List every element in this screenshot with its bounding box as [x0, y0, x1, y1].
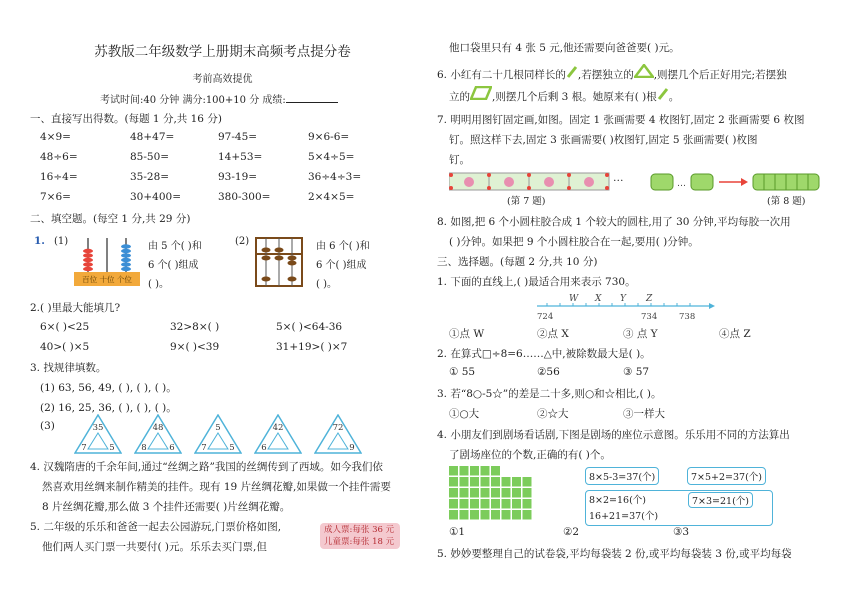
- q6-text-f: 。: [668, 91, 680, 103]
- number-triangle: [254, 414, 302, 454]
- seat: [460, 499, 469, 509]
- s3-q2-option[interactable]: ① 55: [449, 366, 476, 378]
- seat: [460, 510, 469, 520]
- s3-q4-option[interactable]: ②2: [563, 526, 580, 538]
- s3-q3-option[interactable]: ①○大: [449, 408, 480, 420]
- q2-item: 31+19>( )×7: [276, 341, 348, 353]
- q6-text-c: ,则摆几个后正好用完;若摆独: [653, 69, 787, 81]
- seat: [491, 510, 500, 520]
- triangle-left-number: 7: [81, 443, 87, 453]
- q5-line-2: 他们两人买门票一共要付( )元。乐乐去买门票,但: [42, 541, 267, 553]
- q1-part2-line-c: ( )。: [316, 279, 337, 290]
- triangle-left-number: 6: [261, 443, 267, 453]
- s3-q5-text: 5. 妙妙要整理自己的试卷袋,平均每袋装 2 份,或平均每袋装 3 份,或平均每袋: [437, 548, 792, 560]
- method-line: 7×3=21(个): [688, 492, 753, 508]
- s3-q3-option[interactable]: ③一样大: [623, 408, 665, 420]
- svg-text:…: …: [677, 179, 686, 189]
- triangle-top-number: 48: [152, 423, 164, 433]
- child-ticket-price: 儿童票:每张 18 元: [324, 537, 395, 547]
- q1-part1-line-a: 由 5 个( )和: [148, 241, 202, 252]
- triangle-inner: [328, 433, 348, 449]
- cylinders-icon: [649, 171, 824, 193]
- number-triangle: [74, 414, 122, 454]
- seat: [481, 488, 490, 498]
- s3-q4-line-1: 4. 小朋友们到剧场看话剧,下图是剧场的座位示意图。乐乐用不同的方法算出: [437, 429, 790, 441]
- q4-line-3: 8 片丝绸花瓣,那么做 3 个挂件还需要( )片丝绸花瓣。: [42, 501, 291, 513]
- method-box-group: [585, 490, 773, 526]
- seat: [512, 499, 521, 509]
- triangle-top-number: 5: [215, 423, 221, 433]
- tick-label: 724: [537, 312, 554, 322]
- adult-ticket-price: 成人票:每张 36 元: [324, 525, 395, 535]
- s3-q3-option[interactable]: ②☆大: [537, 408, 569, 420]
- calc-item: 35-28=: [130, 171, 170, 183]
- q7-caption: (第 7 题): [507, 196, 546, 207]
- triangle-inner: [148, 433, 168, 449]
- seat: [449, 477, 458, 487]
- stick-icon: [566, 66, 578, 78]
- s3-q2-option[interactable]: ②56: [537, 366, 560, 378]
- s3-q2-text: 2. 在算式□÷8=6……△中,被除数最大是( )。: [437, 348, 651, 360]
- seat: [470, 499, 479, 509]
- number-triangles: [74, 414, 374, 456]
- section-3-title: 三、选择题。(每题 2 分,共 10 分): [437, 256, 598, 268]
- seat: [460, 477, 469, 487]
- calc-item: 97-45=: [218, 131, 258, 143]
- q2-item: 32>8×( ): [170, 321, 220, 333]
- q2-item: 6×( )<25: [40, 321, 90, 333]
- seat: [512, 488, 521, 498]
- s3-q1-option[interactable]: ④点 Z: [719, 328, 751, 340]
- q3-line-1: (1) 63, 56, 49, ( ), ( ), ( )。: [40, 382, 177, 394]
- method-box: 8×5-3=37(个): [585, 467, 659, 485]
- seat: [481, 477, 490, 487]
- q3-line-2: (2) 16, 25, 36, ( ), ( ), ( )。: [40, 402, 177, 414]
- triangle-right-number: 5: [229, 443, 235, 453]
- section-2-title: 二、填空题。(每空 1 分,共 29 分): [30, 213, 191, 225]
- q1-part1-line-c: ( )。: [148, 279, 169, 290]
- score-blank[interactable]: [286, 92, 338, 103]
- seat: [502, 477, 511, 487]
- calc-item: 36÷4÷3=: [308, 171, 362, 183]
- calc-item: 9×6-6=: [308, 131, 350, 143]
- calc-item: 48+47=: [130, 131, 175, 143]
- q1-part2-label: (2): [235, 236, 250, 247]
- q7-ellipsis: …: [613, 172, 624, 184]
- abacus-2-icon: [254, 234, 304, 290]
- ticket-price-sign: [320, 523, 400, 549]
- q1-part1-label: (1): [54, 236, 69, 247]
- s3-q4-option[interactable]: ③3: [673, 526, 690, 538]
- q7-line-3: 钉。: [449, 154, 470, 166]
- s3-q4-option[interactable]: ①1: [449, 526, 466, 538]
- q6-line-2: [449, 86, 679, 104]
- section-1-grid: [40, 131, 410, 211]
- q4-line-1: 4. 汉魏隋唐的千余年间,通过“丝绸之路”我国的丝绸传到了西域。如今我们依: [30, 461, 383, 473]
- calc-item: 4×9=: [40, 131, 71, 143]
- q6-text-a: 6. 小红有二十几根同样长的: [437, 69, 566, 81]
- seat: [470, 477, 479, 487]
- q1-part2-line-a: 由 6 个( )和: [316, 241, 370, 252]
- q5-continued: 他口袋里只有 4 张 5 元,他还需要向爸爸要( )元。: [449, 42, 680, 54]
- calc-item: 14+53=: [218, 151, 263, 163]
- triangle-top-number: 42: [272, 423, 284, 433]
- q2-text: 2.( )里最大能填几?: [30, 302, 121, 314]
- s3-q3-text: 3. 若“8○-5☆”的差是二十多,则○和☆相比,( )。: [437, 388, 662, 400]
- q2-item: 5×( )<64-36: [276, 321, 343, 333]
- calc-item: 48÷6=: [40, 151, 78, 163]
- left-column: [30, 0, 415, 608]
- seat: [470, 466, 479, 476]
- number-triangle: [314, 414, 362, 454]
- calc-item: 85-50=: [130, 151, 170, 163]
- q1-number: 1.: [34, 235, 45, 247]
- q6-text-b: ,若摆独立的: [577, 69, 634, 81]
- seat: [512, 510, 521, 520]
- q8-line-1: 8. 如图,把 6 个小圆柱胶合成 1 个较大的圆柱,用了 30 分钟,平均每胶一次用: [437, 216, 791, 228]
- calc-item: 30+400=: [130, 191, 181, 203]
- number-triangle: [134, 414, 182, 454]
- triangle-right-number: 9: [349, 443, 355, 453]
- method-box: 7×5+2=37(个): [687, 467, 766, 485]
- seat: [491, 477, 500, 487]
- parallelogram-stick-icon: [470, 86, 492, 100]
- q6-line-1: [437, 64, 787, 82]
- triangle-top-number: 35: [92, 423, 104, 433]
- triangle-inner: [208, 433, 228, 449]
- method-line: 16+21=37(个): [589, 511, 659, 522]
- abacus-place-label: 百位 十位 个位: [82, 275, 132, 284]
- method-line: 8×2=16(个): [589, 495, 647, 506]
- triangle-right-number: 6: [169, 443, 175, 453]
- seat-grid-icon: [449, 466, 539, 522]
- seat: [470, 510, 479, 520]
- section-1-title: 一、直接写出得数。(每题 1 分,共 16 分): [30, 113, 222, 125]
- seat: [481, 499, 490, 509]
- point-w-label: W: [569, 294, 579, 304]
- q5-line-1: 5. 二年级的乐乐和爸爸一起去公园游玩,门票价格如图,: [30, 521, 282, 533]
- number-triangle: [194, 414, 242, 454]
- s3-q4-line-2: 了剧场座位的个数,正确的有( )个。: [449, 449, 611, 461]
- q6-text-d: 立的: [449, 91, 470, 103]
- stick-icon: [657, 88, 669, 100]
- s3-q1-text: 1. 下面的直线上,( )最适合用来表示 730。: [437, 276, 636, 288]
- triangle-left-number: 7: [201, 443, 207, 453]
- seat: [460, 488, 469, 498]
- point-x-label: X: [595, 294, 602, 304]
- seat: [460, 466, 469, 476]
- seat: [491, 499, 500, 509]
- triangle-top-number: 72: [332, 423, 344, 433]
- q7-line-2: 钉。照这样下去,固定 3 张画需要( )枚图钉,固定 5 张画需要( )枚图: [449, 134, 758, 146]
- calc-item: 16÷4=: [40, 171, 78, 183]
- exam-info-text: 考试时间:40 分钟 满分:100+10 分 成绩:: [100, 95, 286, 106]
- q1-part1-line-b: 6 个( )组成: [148, 260, 199, 271]
- seat: [491, 488, 500, 498]
- seat: [449, 466, 458, 476]
- triangle-inner: [268, 433, 288, 449]
- seat: [512, 477, 521, 487]
- seat: [449, 488, 458, 498]
- s3-q1-option[interactable]: ①点 W: [449, 328, 485, 340]
- s3-q1-option[interactable]: ②点 X: [537, 328, 569, 340]
- seat: [523, 499, 532, 509]
- page-title: 苏教版二年级数学上册期末高频考点提分卷: [94, 44, 351, 60]
- s3-q2-option[interactable]: ③ 57: [623, 366, 650, 378]
- triangle-stick-icon: [634, 64, 654, 78]
- seat: [523, 510, 532, 520]
- q8-caption: (第 8 题): [767, 196, 806, 207]
- q3-text: 3. 找规律填数。: [30, 362, 107, 374]
- q2-item: 40>( )×5: [40, 341, 90, 353]
- point-y-label: Y: [620, 294, 626, 304]
- seat: [470, 488, 479, 498]
- seat: [523, 477, 532, 487]
- tick-label: 738: [679, 312, 696, 322]
- tick-label: 734: [641, 312, 658, 322]
- triangle-left-number: 8: [141, 443, 147, 453]
- q8-line-2: ( )分钟。如果把 9 个小圆柱胶合在一起,要用( )分钟。: [449, 236, 699, 248]
- q1-part2-line-b: 6 个( )组成: [316, 260, 367, 271]
- q2-item: 9×( )<39: [170, 341, 220, 353]
- seat: [491, 466, 500, 476]
- q7-line-1: 7. 明明用图钉固定画,如图。固定 1 张画需要 4 枚图钉,固定 2 张画需要 6 枚图: [437, 114, 805, 126]
- right-column: [437, 0, 837, 608]
- calc-item: 380-300=: [218, 191, 271, 203]
- q4-line-2: 然喜欢用丝绸来制作精美的挂件。现有 19 片丝绸花瓣,如果做一个挂件需要: [42, 481, 391, 493]
- calc-item: 7×6=: [40, 191, 71, 203]
- calc-item: 5×4÷5=: [308, 151, 355, 163]
- s3-q1-option[interactable]: ③ 点 Y: [623, 328, 658, 340]
- seat: [449, 510, 458, 520]
- number-line: [537, 293, 717, 323]
- seat: [502, 499, 511, 509]
- exam-info: [100, 91, 338, 106]
- calc-item: 93-19=: [218, 171, 258, 183]
- triangle-right-number: 5: [109, 443, 115, 453]
- seat: [502, 488, 511, 498]
- seat: [449, 499, 458, 509]
- seat: [502, 510, 511, 520]
- q3-line-3: (3): [40, 420, 55, 432]
- page-subtitle: 考前高效提优: [192, 74, 253, 85]
- point-z-label: Z: [646, 294, 653, 304]
- seat: [481, 466, 490, 476]
- seat: [523, 488, 532, 498]
- seat: [481, 510, 490, 520]
- triangle-inner: [88, 433, 108, 449]
- q6-text-e: ,则摆几个后剩 3 根。她原来有( )根: [492, 91, 657, 103]
- calc-item: 2×4×5=: [308, 191, 355, 203]
